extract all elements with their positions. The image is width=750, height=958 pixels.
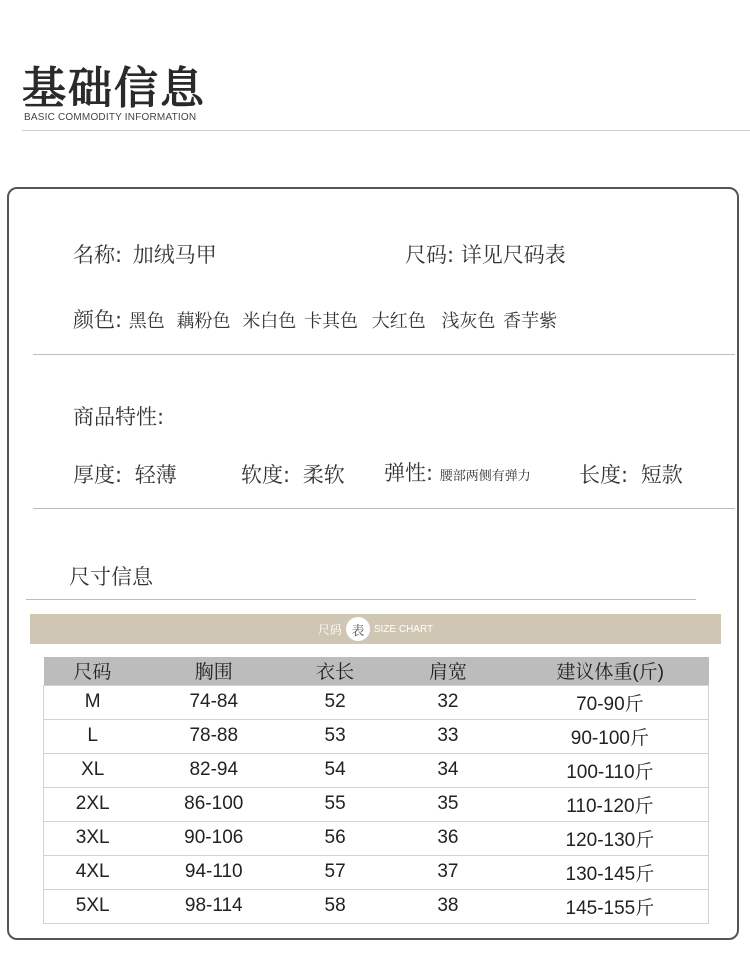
table-cell: 100-110斤 (512, 753, 709, 787)
table-cell: 3XL (44, 821, 142, 855)
table-cell: 145-155斤 (512, 889, 709, 923)
section-divider (33, 508, 735, 509)
color-item: 藕粉色 (176, 311, 231, 332)
table-cell: 5XL (44, 889, 142, 923)
table-cell: 74-84 (141, 685, 286, 719)
table-cell: 94-110 (141, 855, 286, 889)
table-row (44, 855, 709, 889)
section-divider (26, 599, 696, 600)
column-header: 胸围 (141, 657, 286, 685)
color-item: 卡其色 (303, 311, 358, 332)
table-cell: 57 (286, 855, 384, 889)
table-cell: 2XL (44, 787, 142, 821)
column-header: 肩宽 (384, 657, 512, 685)
banner-content (30, 614, 721, 644)
table-cell: 4XL (44, 855, 142, 889)
elasticity-value: 腰部两侧有弹力 (439, 469, 531, 484)
table-cell: XL (44, 753, 142, 787)
table-cell: 58 (286, 889, 384, 923)
column-header: 衣长 (286, 657, 384, 685)
table-row (44, 753, 709, 787)
table-cell: 90-100斤 (512, 719, 709, 753)
elasticity-row (384, 457, 531, 487)
thickness-row (73, 459, 177, 489)
color-item: 香芋紫 (503, 311, 558, 332)
length-row (579, 459, 683, 489)
column-header: 尺码 (44, 657, 142, 685)
color-item: 大红色 (371, 311, 426, 332)
features-heading: 商品特性: (73, 405, 165, 429)
section-divider (33, 354, 735, 355)
table-cell: 38 (384, 889, 512, 923)
table-cell: 33 (384, 719, 512, 753)
softness-value: 柔软 (302, 463, 345, 487)
elasticity-label: 弹性: (384, 461, 434, 485)
table-cell: 36 (384, 821, 512, 855)
name-row (73, 239, 217, 269)
softness-label: 软度: (241, 463, 291, 487)
banner-circle: 表 (346, 617, 370, 641)
page-title: 基础信息 (22, 63, 206, 114)
thickness-label: 厚度: (73, 463, 123, 487)
table-cell: 78-88 (141, 719, 286, 753)
table-cell: 54 (286, 753, 384, 787)
header-divider (22, 130, 750, 131)
table-cell: 82-94 (141, 753, 286, 787)
table-row (44, 821, 709, 855)
banner-en-text: SIZE CHART (373, 623, 434, 635)
color-item: 米白色 (242, 311, 297, 332)
table-cell: 56 (286, 821, 384, 855)
thickness-value: 轻薄 (134, 463, 177, 487)
table-row (44, 787, 709, 821)
color-label: 颜色: (73, 308, 123, 332)
table-cell: 53 (286, 719, 384, 753)
table-cell: 55 (286, 787, 384, 821)
size-table (43, 657, 709, 924)
table-cell: 52 (286, 685, 384, 719)
color-row (73, 304, 557, 334)
name-label: 名称: (73, 243, 123, 267)
size-value: 详见尺码表 (460, 243, 566, 267)
size-info-heading: 尺寸信息 (69, 565, 153, 589)
page-subtitle: BASIC COMMODITY INFORMATION (24, 112, 197, 123)
name-value: 加绒马甲 (132, 243, 217, 267)
softness-row (241, 459, 345, 489)
table-cell: 34 (384, 753, 512, 787)
table-cell: 98-114 (141, 889, 286, 923)
table-cell: 86-100 (141, 787, 286, 821)
table-cell: 37 (384, 855, 512, 889)
size-chart-banner (30, 614, 721, 644)
color-item: 黑色 (128, 311, 165, 332)
table-cell: 35 (384, 787, 512, 821)
table-row (44, 719, 709, 753)
table-row (44, 889, 709, 923)
table-cell: 70-90斤 (512, 685, 709, 719)
size-label: 尺码: (405, 243, 455, 267)
table-cell: L (44, 719, 142, 753)
table-row (44, 685, 709, 719)
table-cell: 130-145斤 (512, 855, 709, 889)
table-cell: 32 (384, 685, 512, 719)
length-label: 长度: (579, 463, 629, 487)
table-cell: 110-120斤 (512, 787, 709, 821)
length-value: 短款 (640, 463, 683, 487)
table-cell: 90-106 (141, 821, 286, 855)
table-header-row (44, 657, 709, 685)
color-item: 浅灰色 (441, 311, 496, 332)
column-header: 建议体重(斤) (512, 657, 709, 685)
table-cell: M (44, 685, 142, 719)
size-row (405, 239, 566, 269)
banner-cn-text: 尺码 (317, 622, 342, 637)
table-cell: 120-130斤 (512, 821, 709, 855)
